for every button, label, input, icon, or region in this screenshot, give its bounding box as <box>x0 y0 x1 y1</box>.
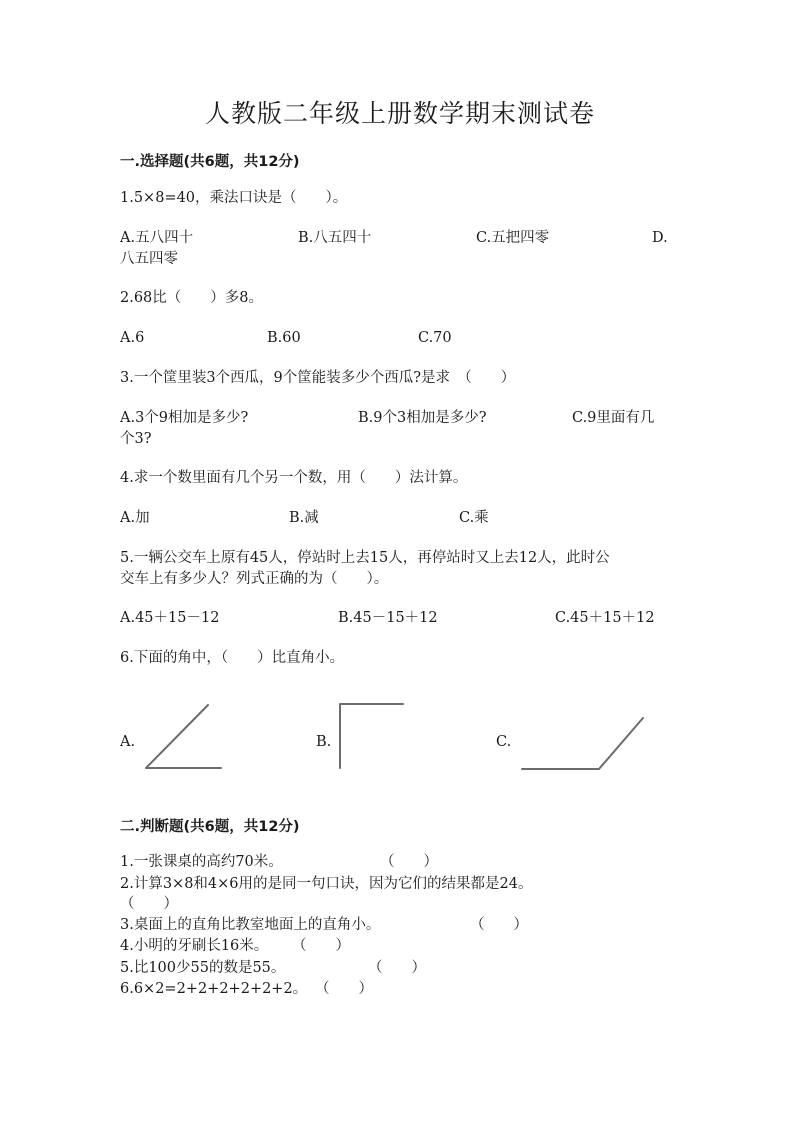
question-1-option-c: C.五把四零 <box>476 230 550 246</box>
judgement-answer-blank-2: （ ） <box>120 896 178 912</box>
obtuse-angle-figure <box>515 710 655 780</box>
judgement-item-1: 1.一张课桌的高约70米。 <box>120 854 283 870</box>
question-2-option-a: A.6 <box>120 330 145 346</box>
question-5-stem-line1: 5.一辆公交车上原有45人，停站时上去15人，再停站时又上去12人，此时公 <box>120 550 610 566</box>
judgement-item-3: 3.桌面上的直角比教室地面上的直角小。 <box>120 917 381 933</box>
question-5-option-c: C.45＋15＋12 <box>555 610 655 626</box>
question-4-option-a: A.加 <box>120 510 150 526</box>
judgement-item-6: 6.6×2=2+2+2+2+2+2。 <box>120 981 308 997</box>
question-3-option-c-cont: 个3? <box>120 431 152 447</box>
question-1-stem: 1.5×8=40，乘法口诀是（ ）。 <box>120 190 348 206</box>
question-2-stem: 2.68比（ ）多8。 <box>120 290 264 306</box>
question-5-option-a: A.45＋15－12 <box>120 610 220 626</box>
judgement-answer-blank-1: （ ） <box>380 854 438 870</box>
question-4-option-c: C.乘 <box>459 510 489 526</box>
question-4-option-b: B.减 <box>289 510 319 526</box>
judgement-item-4: 4.小明的牙刷长16米。 <box>120 938 269 954</box>
question-6-stem: 6.下面的角中，（ ）比直角小。 <box>120 650 345 666</box>
question-4-stem: 4.求一个数里面有几个另一个数，用（ ）法计算。 <box>120 470 468 486</box>
question-6-option-b: B. <box>316 734 332 750</box>
question-3-option-c: C.9里面有几 <box>572 410 655 426</box>
question-1-option-d-text: 八五四零 <box>120 251 178 267</box>
right-angle-figure <box>333 700 413 775</box>
question-5-stem-line2: 交车上有多少人？列式正确的为（ ）。 <box>120 571 389 587</box>
judgement-answer-blank-4: （ ） <box>292 938 350 954</box>
question-6-option-a: A. <box>120 734 136 750</box>
judgement-answer-blank-5: （ ） <box>368 960 426 976</box>
question-1-option-a: A.五八四十 <box>120 230 194 246</box>
section-heading-choice: 一.选择题(共6题，共12分) <box>120 154 300 170</box>
page-title: 人教版二年级上册数学期末测试卷 <box>204 99 595 128</box>
judgement-item-2: 2.计算3×8和4×6用的是同一句口诀，因为它们的结果都是24。 <box>120 876 533 892</box>
question-1-option-d: D. <box>652 230 668 246</box>
question-2-option-c: C.70 <box>418 330 452 346</box>
judgement-answer-blank-3: （ ） <box>470 917 528 933</box>
question-3-option-a: A.3个9相加是多少? <box>120 410 249 426</box>
question-2-option-b: B.60 <box>267 330 301 346</box>
question-3-stem: 3.一个筐里装3个西瓜，9个筐能装多少个西瓜?是求 （ ） <box>120 370 516 386</box>
question-5-option-b: B.45－15＋12 <box>338 610 438 626</box>
acute-angle-figure <box>140 700 230 775</box>
judgement-item-5: 5.比100少55的数是55。 <box>120 960 286 976</box>
question-6-option-c: C. <box>496 734 512 750</box>
judgement-answer-blank-6: （ ） <box>315 981 373 997</box>
question-1-option-b: B.八五四十 <box>298 230 372 246</box>
section-heading-judgement: 二.判断题(共6题，共12分) <box>120 819 300 835</box>
question-3-option-b: B.9个3相加是多少? <box>358 410 487 426</box>
